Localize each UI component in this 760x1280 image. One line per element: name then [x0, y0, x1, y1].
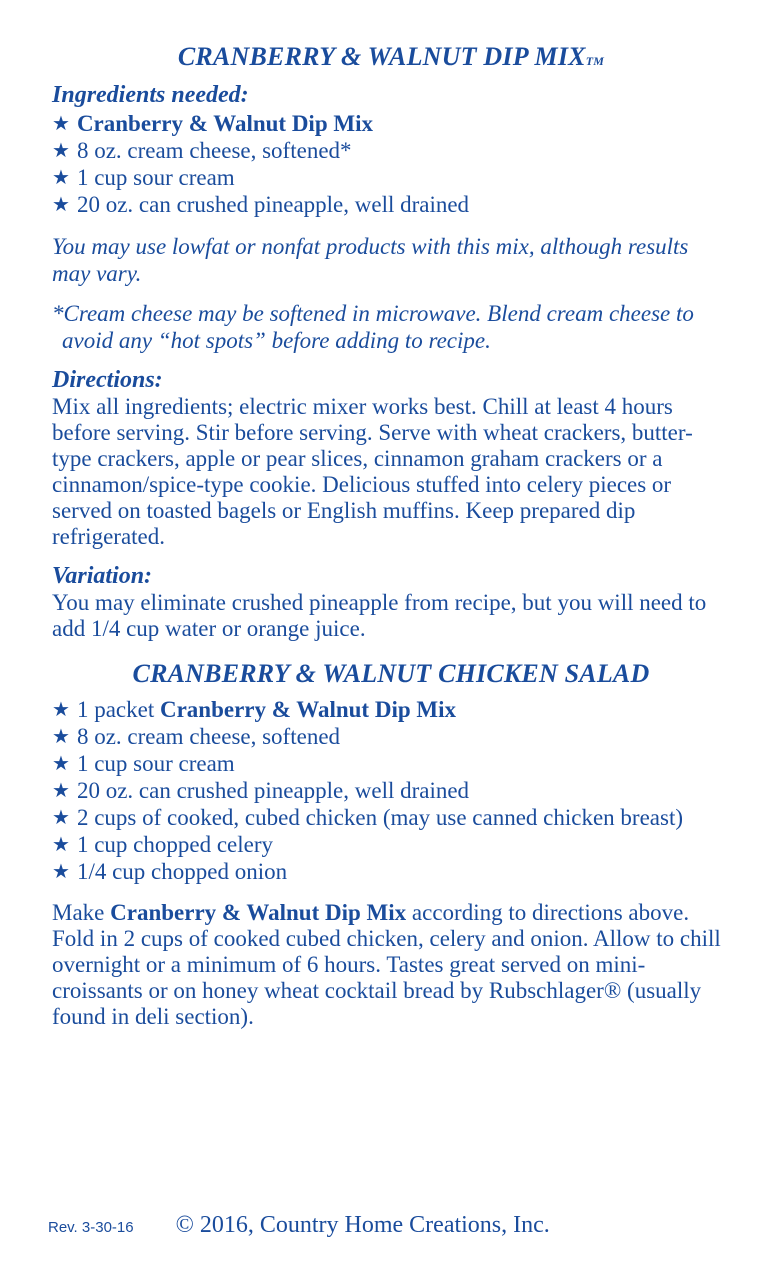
salad-ingredient-item: [52, 751, 730, 778]
star-bullet-icon: ★: [52, 699, 70, 721]
chicken-salad-title: CRANBERRY & WALNUT CHICKEN SALAD: [132, 659, 650, 688]
lowfat-note: You may use lowfat or nonfat products with this mix, although results may vary.: [52, 234, 689, 286]
ingredient-text: 1 cup sour cream: [76, 165, 235, 190]
dip-ingredient-item: [52, 165, 730, 192]
ingredient-text: 1 cup sour cream: [76, 751, 235, 776]
ingredient-text: 2 cups of cooked, cubed chicken (may use canned chicken breast): [76, 805, 683, 830]
star-bullet-icon: ★: [52, 167, 70, 189]
salad-instructions-post: according to directions above. Fold in 2 cups of cooked cubed chicken, celery and onion. Allow to chill overnight or a minimum of 6 hours. Tastes great served on mini-croissants or on honey wheat cocktail bread by Rubschlager® (usually found in deli section).: [52, 900, 721, 1029]
ingredient-text: 1 packet: [76, 697, 160, 722]
salad-ingredient-item: [52, 724, 730, 751]
salad-ingredient-item: [52, 697, 730, 724]
salad-ingredient-item: [52, 805, 730, 832]
ingredient-text: 1 cup chopped celery: [76, 832, 273, 857]
ingredient-text: 20 oz. can crushed pineapple, well drained: [76, 778, 470, 803]
star-bullet-icon: ★: [52, 753, 70, 775]
ingredient-text: 8 oz. cream cheese, softened: [76, 724, 341, 749]
dip-ingredient-list: [52, 111, 730, 219]
dip-mix-title-text: CRANBERRY & WALNUT DIP MIX: [177, 42, 586, 71]
salad-ingredient-list: [52, 697, 730, 886]
salad-instructions-bold: Cranberry & Walnut Dip Mix: [110, 900, 407, 925]
star-bullet-icon: ★: [52, 726, 70, 748]
footer: [48, 1212, 730, 1239]
salad-instructions-pre: Make: [52, 900, 111, 925]
dip-ingredient-item: [52, 111, 730, 138]
star-bullet-icon: ★: [52, 194, 70, 216]
variation-heading: Variation:: [52, 563, 153, 589]
star-bullet-icon: ★: [52, 140, 70, 162]
directions-text: Mix all ingredients; electric mixer works best. Chill at least 4 hours before serving. Stir before serving. Serve with wheat crackers, butter-type crackers, apple or pear slices, cinnamon graham crackers or a cinnamon/spice-type cookie. Delicious stuffed into celery pieces or served on toasted bagels or English muffins. Keep prepared dip refrigerated.: [52, 394, 693, 549]
ingredient-text: 1/4 cup chopped onion: [76, 859, 288, 884]
dip-mix-title: [52, 42, 730, 72]
star-bullet-icon: ★: [52, 834, 70, 856]
dip-ingredient-item: [52, 192, 730, 219]
cream-cheese-note: *Cream cheese may be softened in microwave. Blend cream cheese to avoid any “hot spots” before adding to recipe.: [52, 301, 694, 353]
variation-text: You may eliminate crushed pineapple from recipe, but you will need to add 1/4 cup water or orange juice.: [52, 590, 707, 641]
salad-ingredient-item: [52, 778, 730, 805]
ingredient-text-bold: Cranberry & Walnut Dip Mix: [159, 697, 456, 722]
ingredient-text-bold: Cranberry & Walnut Dip Mix: [76, 111, 373, 136]
copyright-notice: © 2016, Country Home Creations, Inc.: [175, 1212, 550, 1238]
salad-ingredient-item: [52, 859, 730, 886]
salad-ingredient-item: [52, 832, 730, 859]
directions-heading: Directions:: [52, 367, 163, 393]
star-bullet-icon: ★: [52, 807, 70, 829]
revision-date: Rev. 3-30-16: [48, 1219, 134, 1236]
ingredients-heading: Ingredients needed:: [52, 82, 249, 108]
star-bullet-icon: ★: [52, 780, 70, 802]
trademark-symbol: TM: [585, 54, 605, 68]
ingredient-text: 20 oz. can crushed pineapple, well drained: [76, 192, 470, 217]
star-bullet-icon: ★: [52, 113, 70, 135]
ingredient-text: 8 oz. cream cheese, softened*: [76, 138, 352, 163]
star-bullet-icon: ★: [52, 861, 70, 883]
dip-ingredient-item: [52, 138, 730, 165]
salad-instructions: [52, 900, 730, 1030]
